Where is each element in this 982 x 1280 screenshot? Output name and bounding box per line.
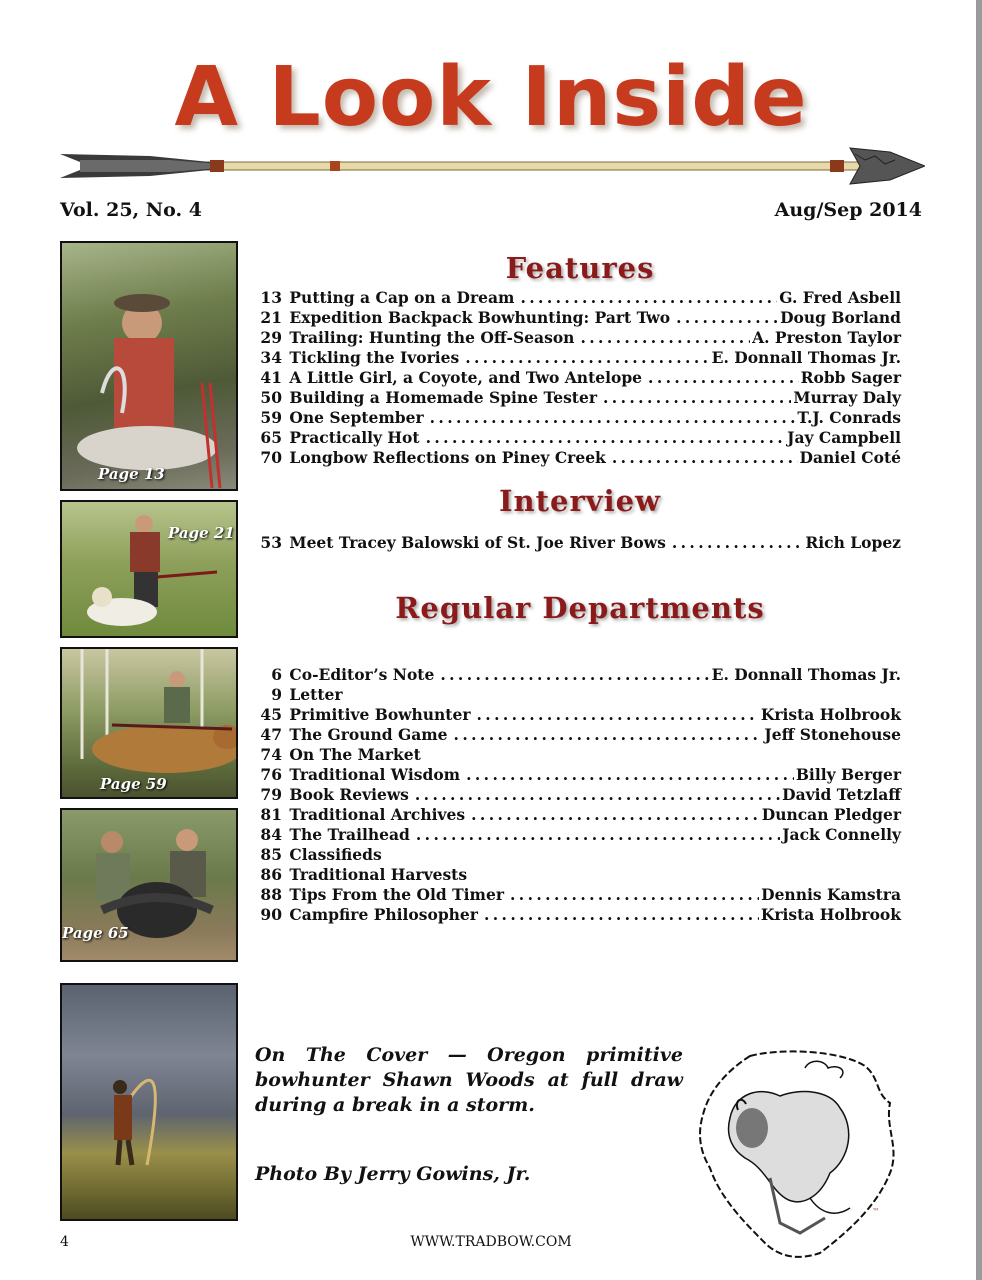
photo-buffalo-hunters: [60, 808, 238, 962]
toc-row: [252, 388, 901, 408]
toc-row: [252, 428, 901, 448]
toc-title: Practically Hot: [289, 428, 420, 447]
toc-row: [252, 308, 901, 328]
toc-page: 85: [260, 845, 282, 864]
toc-title: Letter: [289, 685, 343, 704]
toc-row: [252, 348, 901, 368]
toc-author: Doug Borland: [780, 308, 901, 327]
dot-leader: [603, 388, 791, 407]
toc-row: [252, 533, 901, 553]
toc-title: Building a Homemade Spine Tester: [289, 388, 597, 407]
interview-list: [252, 533, 901, 553]
toc-page: 13: [260, 288, 282, 307]
toc-page: 76: [260, 765, 282, 784]
toc-row: [252, 825, 901, 845]
toc-page: 79: [260, 785, 282, 804]
toc-row: [252, 905, 901, 925]
toc-author: Murray Daly: [793, 388, 901, 407]
toc-title: Longbow Reflections on Piney Creek: [289, 448, 606, 467]
toc-page: 34: [260, 348, 282, 367]
dot-leader: [477, 705, 759, 724]
dot-leader: [580, 328, 750, 347]
toc-title: Tips From the Old Timer: [289, 885, 504, 904]
toc-row: [252, 785, 901, 805]
toc-title: Primitive Bowhunter: [289, 705, 471, 724]
issue-date: Aug/Sep 2014: [774, 199, 922, 221]
dot-leader: [466, 765, 794, 784]
photo-caption: Page 21: [168, 524, 235, 542]
toc-row: [252, 328, 901, 348]
toc-page: 21: [260, 308, 282, 327]
toc-author: David Tetzlaff: [782, 785, 901, 804]
dot-leader: [426, 428, 786, 447]
photo-sheep-hunter: [60, 500, 238, 638]
toc-author: Jay Campbell: [787, 428, 901, 447]
toc-title: On The Market: [289, 745, 421, 764]
toc-author: Duncan Pledger: [761, 805, 901, 824]
toc-author: Jeff Stonehouse: [764, 725, 901, 744]
toc-title: The Ground Game: [289, 725, 448, 744]
section-heading-departments: Regular Departments: [395, 591, 765, 625]
photo-caption: Page 13: [98, 465, 165, 483]
toc-page: 29: [260, 328, 282, 347]
departments-list: [252, 665, 901, 925]
toc-author: T.J. Conrads: [797, 408, 901, 427]
toc-author: E. Donnall Thomas Jr.: [711, 348, 901, 367]
dot-leader: [672, 533, 804, 552]
toc-row: [252, 288, 901, 308]
toc-row: [252, 745, 901, 765]
toc-author: Robb Sager: [800, 368, 901, 387]
toc-row: [252, 448, 901, 468]
toc-row: [252, 805, 901, 825]
toc-author: Rich Lopez: [805, 533, 901, 552]
toc-author: G. Fred Asbell: [779, 288, 901, 307]
dot-leader: [612, 448, 798, 467]
toc-title: A Little Girl, a Coyote, and Two Antelope: [289, 368, 643, 387]
website-url: WWW.TRADBOW.COM: [410, 1234, 572, 1250]
toc-page: 47: [260, 725, 282, 744]
toc-page: 84: [260, 825, 282, 844]
toc-title: Classifieds: [289, 845, 382, 864]
section-heading-interview: Interview: [498, 484, 662, 518]
toc-row: [252, 885, 901, 905]
toc-page: 70: [260, 448, 282, 467]
toc-page: 53: [260, 533, 282, 552]
buffalo-arrowhead-logo: [690, 1048, 905, 1263]
toc-title: Traditional Archives: [289, 805, 466, 824]
toc-page: 41: [260, 368, 282, 387]
toc-author: E. Donnall Thomas Jr.: [711, 665, 901, 684]
photo-elk-hunter: [60, 647, 238, 799]
volume-number: Vol. 25, No. 4: [60, 199, 202, 221]
trademark-mark: ™: [872, 1207, 880, 1216]
toc-page: 90: [260, 905, 282, 924]
toc-title: Co-Editor’s Note: [289, 665, 435, 684]
photo-art: [62, 243, 238, 491]
toc-title: Tickling the Ivories: [289, 348, 460, 367]
toc-title: Campfire Philosopher: [289, 905, 478, 924]
toc-page: 59: [260, 408, 282, 427]
dot-leader: [416, 825, 780, 844]
toc-page: 74: [260, 745, 282, 764]
photo-credit: Photo By Jerry Gowins, Jr.: [255, 1163, 531, 1185]
toc-author: Daniel Coté: [799, 448, 901, 467]
dot-leader: [454, 725, 763, 744]
toc-title: Expedition Backpack Bowhunting: Part Two: [289, 308, 671, 327]
features-list: [252, 288, 901, 468]
section-heading-features: Features: [505, 251, 655, 285]
toc-row: [252, 408, 901, 428]
toc-author: A. Preston Taylor: [752, 328, 901, 347]
toc-title: Traditional Harvests: [289, 865, 468, 884]
dot-leader: [415, 785, 780, 804]
toc-page: 45: [260, 705, 282, 724]
toc-row: [252, 865, 901, 885]
page-title: A Look Inside: [174, 50, 808, 145]
toc-title: Book Reviews: [289, 785, 409, 804]
dot-leader: [465, 348, 709, 367]
dot-leader: [484, 905, 759, 924]
toc-page: 86: [260, 865, 282, 884]
toc-row: [252, 368, 901, 388]
photo-caption: Page 65: [62, 924, 129, 942]
toc-page: 88: [260, 885, 282, 904]
dot-leader: [510, 885, 759, 904]
toc-author: Krista Holbrook: [760, 905, 901, 924]
dot-leader: [471, 805, 760, 824]
photo-caption: Page 59: [100, 775, 167, 793]
toc-title: Meet Tracey Balowski of St. Joe River Bows: [289, 533, 666, 552]
toc-page: 9: [271, 685, 282, 704]
dot-leader: [648, 368, 799, 387]
toc-title: One September: [289, 408, 424, 427]
toc-title: Trailing: Hunting the Off-Season: [289, 328, 575, 347]
page-number: 4: [60, 1234, 69, 1250]
photo-art: [62, 502, 238, 638]
toc-row: [252, 725, 901, 745]
dot-leader: [440, 665, 709, 684]
dot-leader: [676, 308, 778, 327]
cover-description: On The Cover — Oregon primitive bowhunter Shawn Woods at full draw during a break in a storm.: [255, 1044, 683, 1116]
toc-author: Jack Connelly: [782, 825, 901, 844]
toc-title: Putting a Cap on a Dream: [289, 288, 515, 307]
page-edge: [976, 0, 982, 1280]
toc-title: The Trailhead: [289, 825, 410, 844]
toc-page: 81: [260, 805, 282, 824]
dot-leader: [520, 288, 777, 307]
toc-row: [252, 665, 901, 685]
dot-leader: [430, 408, 796, 427]
toc-row: [252, 765, 901, 785]
photo-art: [62, 985, 238, 1221]
toc-author: Billy Berger: [795, 765, 901, 784]
toc-page: 65: [260, 428, 282, 447]
toc-row: [252, 685, 901, 705]
toc-author: Krista Holbrook: [760, 705, 901, 724]
toc-page: 6: [271, 665, 282, 684]
arrow-divider: [60, 140, 925, 192]
toc-row: [252, 705, 901, 725]
photo-cover-archer: [60, 983, 238, 1221]
toc-author: Dennis Kamstra: [761, 885, 901, 904]
photo-caribou-hunter: [60, 241, 238, 491]
toc-page: 50: [260, 388, 282, 407]
toc-row: [252, 845, 901, 865]
toc-title: Traditional Wisdom: [289, 765, 461, 784]
